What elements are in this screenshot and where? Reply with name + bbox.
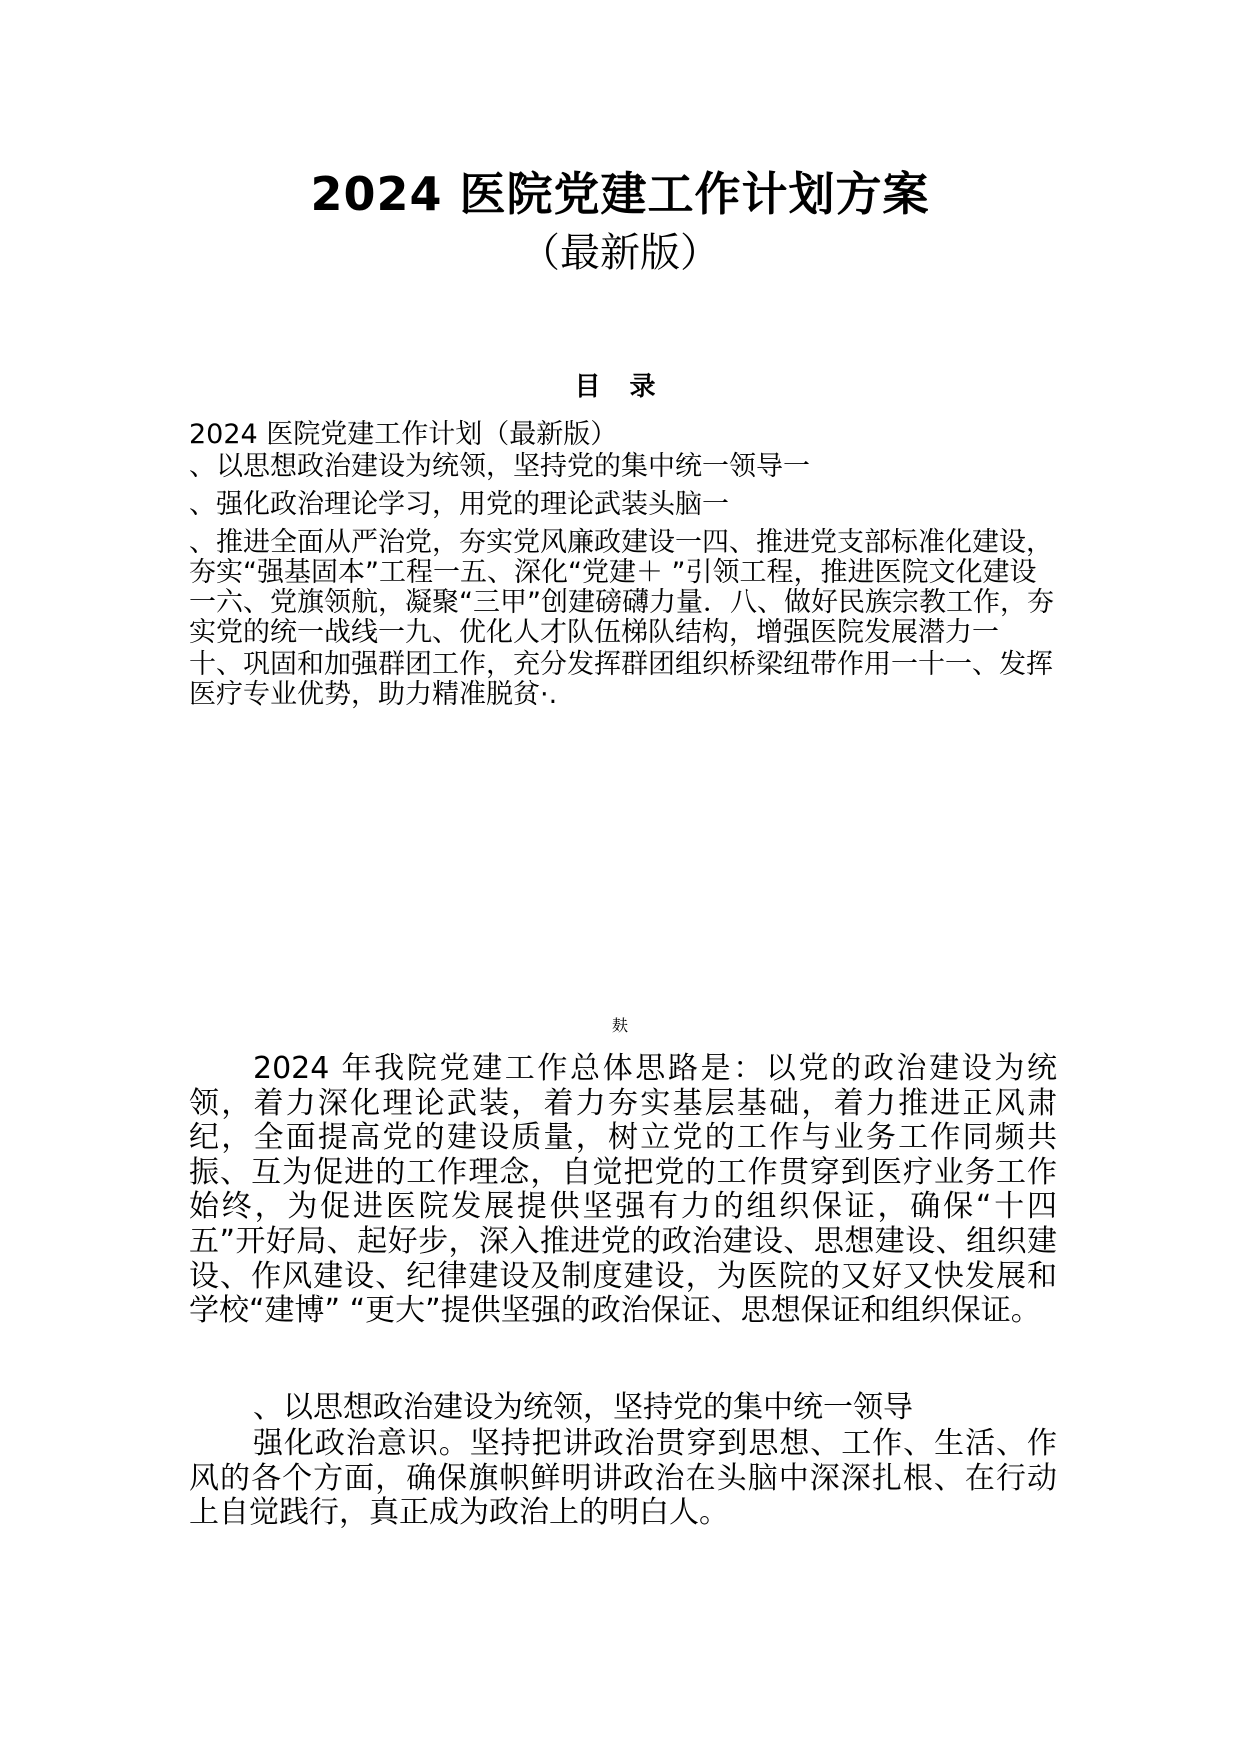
toc-entry: 2024 医院党建工作计划（最新版） [189, 419, 618, 450]
toc-entry: 、强化政治理论学习，用党的理论武装头脑一 [189, 489, 729, 520]
table-of-contents [189, 420, 1059, 718]
section-heading: 、以思想政治建设为统领，坚持党的集中统一领导 [253, 1390, 913, 1425]
page-mark: 麸 [611, 1016, 628, 1035]
section-paragraph [189, 1427, 1057, 1531]
document-subtitle: （最新版） [520, 230, 720, 276]
document-title: 2024 医院党建工作计划方案 [310, 167, 930, 221]
paragraph-text: 强化政治意识。坚持把讲政治贯穿到思想、工作、生活、作风的各个方面，确保旗帜鲜明讲政治在头脑中深深扎根、在行动上自觉践行，真正成为政治上的明白人。 [189, 1426, 1057, 1531]
paragraph-text: 2024 年我院党建工作总体思路是：以党的政治建设为统领，着力深化理论武装，着力夯实基层基础，着力推进正风肃纪，全面提高党的建设质量，树立党的工作与业务工作同频共振、互为促进的工作理念，自觉把党的工作贯穿到医疗业务工作始终，为促进医院发展提供坚强有力的组织保证，确保“十四五”开好局、起好步，深入推进党的政治建设、思想建设、组织建设、作风建设、纪律建设及制度建设，为医院的又好又快发展和学校“建博” “更大”提供坚强的政治保证、思想保证和组织保证。 [189, 1051, 1057, 1329]
intro-paragraph [189, 1052, 1057, 1329]
toc-entry: 、以思想政治建设为统领，坚持党的集中统一领导一 [189, 451, 810, 482]
toc-entry: 、推进全面从严治党，夯实党风廉政建设一四、推进党支部标准化建设，夯实“强基固本”工程一五、深化“党建＋ ”引领工程，推进医院文化建设一六、党旗领航，凝聚“三甲”创建磅礴力量．八、做好民族宗教工作，夯实党的统一战线一九、优化人才队伍梯队结构，增强医院发展潜力一 [189, 527, 1054, 648]
toc-entry: 十、巩固和加强群团工作，充分发挥群团组织桥梁纽带作用一十一、发挥医疗专业优势，助力精准脱贫·. [189, 649, 1053, 710]
toc-heading: 目 录 [574, 372, 666, 402]
